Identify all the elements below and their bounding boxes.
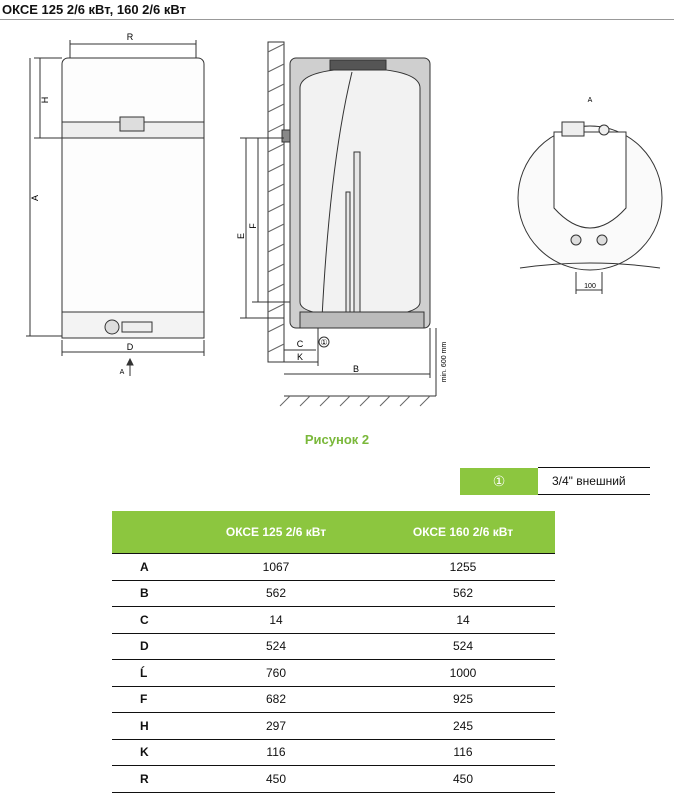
label-D: D [126,342,134,352]
row-key: H [112,713,181,740]
row-value: 562 [371,580,555,607]
table-row [112,713,555,740]
top-view [518,122,662,294]
row-key: D [112,633,181,660]
technical-drawing [0,22,674,422]
row-value: 1255 [371,554,555,581]
table-row [112,633,555,660]
label-circle-1: ① [320,338,328,347]
label-R: R [126,32,134,42]
dimensions-table [112,511,555,793]
row-value: 450 [181,766,371,793]
front-view [26,40,204,376]
row-value: 562 [181,580,371,607]
row-value: 760 [181,660,371,687]
label-K: K [296,352,304,362]
table-row [112,580,555,607]
label-A: A [30,194,40,202]
row-key: K [112,739,181,766]
row-value: 116 [371,739,555,766]
row-key: F [112,686,181,713]
row-key: R [112,766,181,793]
row-value: 450 [371,766,555,793]
row-value: 116 [181,739,371,766]
label-100: 100 [584,283,596,290]
label-F: F [248,223,258,229]
label-H: H [40,96,50,104]
section-view [240,42,436,406]
table-row [112,554,555,581]
row-value: 297 [181,713,371,740]
row-value: 1067 [181,554,371,581]
row-value: 682 [181,686,371,713]
label-side-A: A [587,97,593,104]
figure-caption: Рисунок 2 [304,432,370,447]
table-row [112,660,555,687]
table-row [112,686,555,713]
row-key: A [112,554,181,581]
label-E: E [236,232,246,240]
row-key: B [112,580,181,607]
row-key: C [112,607,181,634]
legend-text: 3/4" внешний [538,468,650,495]
label-B: B [352,364,360,374]
table-header: ОКСЕ 160 2/6 кВт [371,511,555,554]
legend-table [460,467,650,495]
row-value: 14 [181,607,371,634]
label-C: C [296,339,304,349]
row-value: 524 [371,633,555,660]
table-row [112,607,555,634]
row-value: 524 [181,633,371,660]
table-header: ОКСЕ 125 2/6 кВт [181,511,371,554]
label-min600: min. 600 mm [441,341,448,383]
table-row [112,739,555,766]
row-value: 925 [371,686,555,713]
table-row [112,766,555,793]
row-value: 14 [371,607,555,634]
table-header [112,511,181,554]
row-value: 245 [371,713,555,740]
page-title: ОКСЕ 125 2/6 кВт, 160 2/6 кВт [0,0,674,20]
legend-symbol: ① [460,468,538,495]
row-value: 1000 [371,660,555,687]
row-key: Ĺ [112,660,181,687]
label-A-arrow: A [119,369,125,376]
